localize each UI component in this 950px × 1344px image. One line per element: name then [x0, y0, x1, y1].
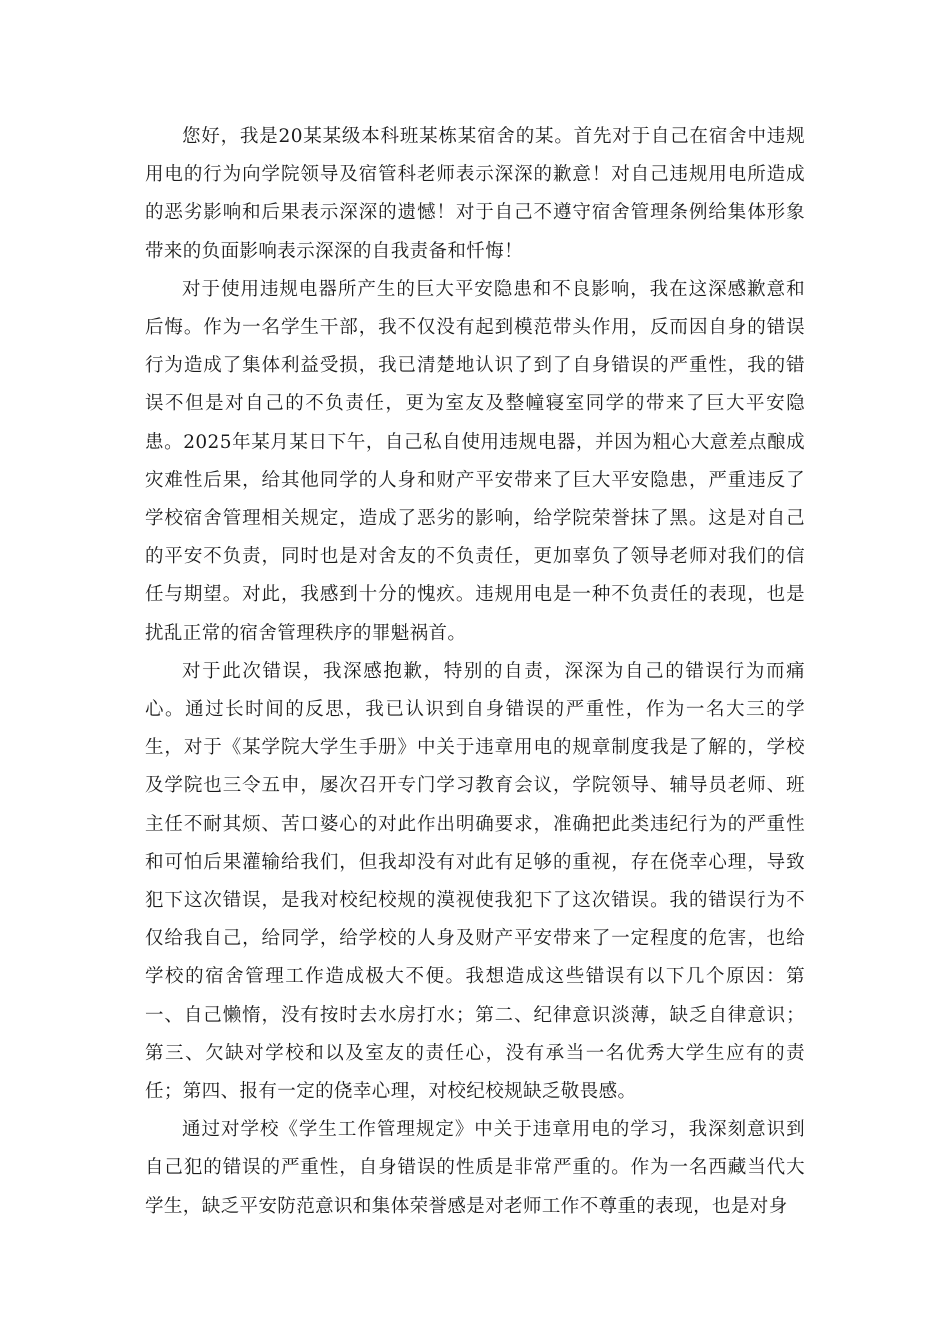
paragraph-safety-hazard: 对于使用违规电器所产生的巨大平安隐患和不良影响，我在这深感歉意和后悔。作为一名学生干部，我不仅没有起到模范带头作用，反而因自身的错误行为造成了集体利益受损，我已清楚地认识了到了自身错误的严重性，我的错误不但是对自己的不负责任，更为室友及整幢寝室同学的带来了巨大平安隐患。2025年某月某日下午，自己私自使用违规电器，并因为粗心大意差点酿成灾难性后果，给其他同学的人身和财产平安带来了巨大平安隐患，严重违反了学校宿舍管理相关规定，造成了恶劣的影响，给学院荣誉抹了黑。这是对自己的平安不负责，同时也是对舍友的不负责任，更加辜负了领导老师对我们的信任与期望。对此，我感到十分的愧疚。违规用电是一种不负责任的表现，也是扰乱正常的宿舍管理秩序的罪魁祸首。	[145, 278, 805, 644]
paragraph-regulations: 通过对学校《学生工作管理规定》中关于违章用电的学习，我深刻意识到自己犯的错误的严重性，自身错误的性质是非常严重的。作为一名西藏当代大学生，缺乏平安防范意识和集体荣誉感是对老师工作不尊重的表现，也是对身	[145, 1119, 805, 1217]
document-body	[145, 118, 805, 1226]
paragraph-reflection: 对于此次错误，我深感抱歉，特别的自责，深深为自己的错误行为而痛心。通过长时间的反思，我已认识到自身错误的严重性，作为一名大三的学生，对于《某学院大学生手册》中关于违章用电的规章制度我是了解的，学校及学院也三令五申，屡次召开专门学习教育会议，学院领导、辅导员老师、班主任不耐其烦、苦口婆心的对此作出明确要求，准确把此类违纪行为的严重性和可怕后果灌输给我们，但我却没有对此有足够的重视，存在侥幸心理，导致犯下这次错误，是我对校纪校规的漠视使我犯下了这次错误。我的错误行为不仅给我自己，给同学，给学校的人身及财产平安带来了一定程度的危害，也给学校的宿舍管理工作造成极大不便。我想造成这些错误有以下几个原因：第一、自己懒惰，没有按时去水房打水；第二、纪律意识淡薄，缺乏自律意识；第三、欠缺对学校和以及室友的责任心，没有承当一名优秀大学生应有的责任；第四、报有一定的侥幸心理，对校纪校规缺乏敬畏感。	[145, 660, 805, 1103]
paragraph-apology-intro: 您好，我是20某某级本科班某栋某宿舍的某。首先对于自己在宿舍中违规用电的行为向学院领导及宿管科老师表示深深的歉意！对自己违规用电所造成的恶劣影响和后果表示深深的遗憾！对于自己不遵守宿舍管理条例给集体形象带来的负面影响表示深深的自我责备和忏悔！	[145, 126, 805, 262]
